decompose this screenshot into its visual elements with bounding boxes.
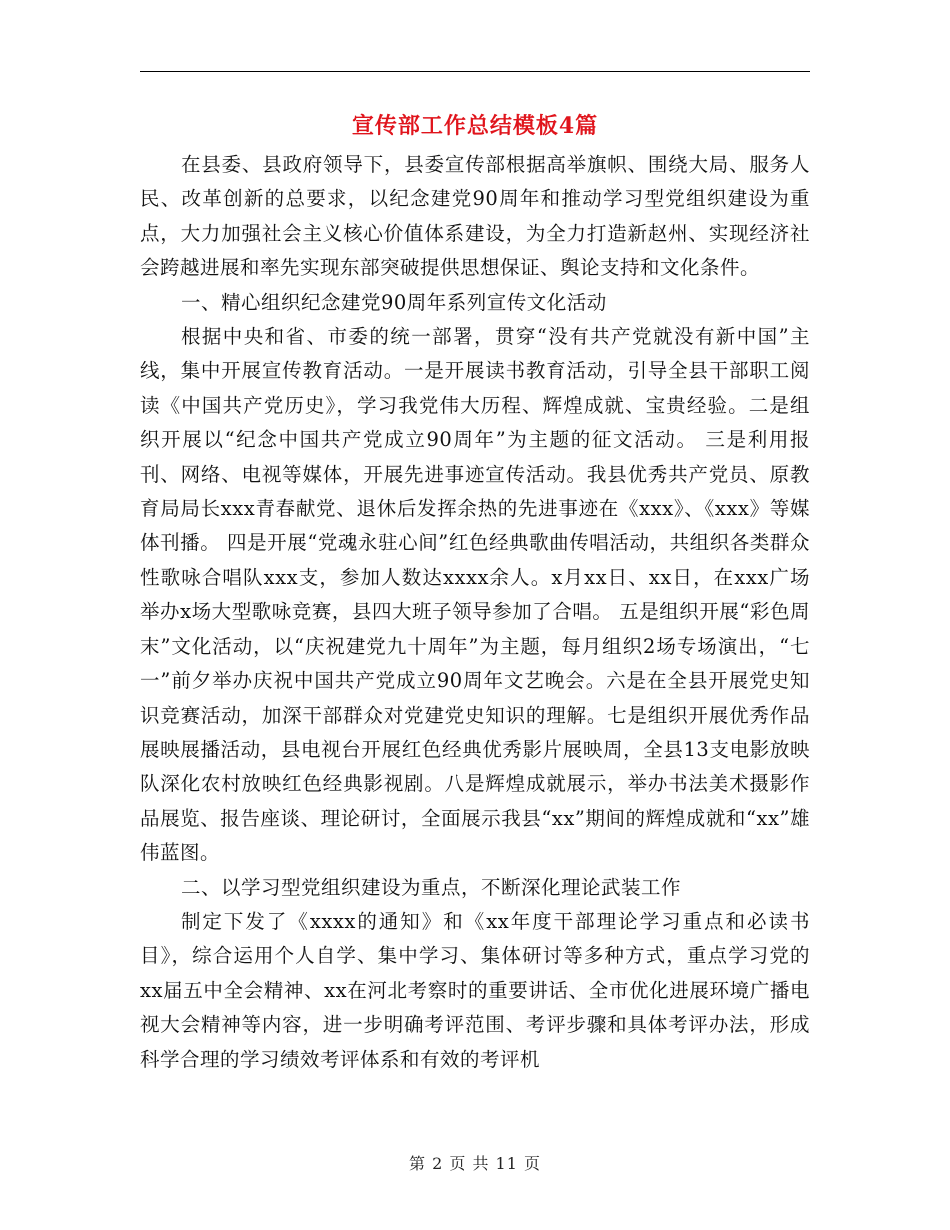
header-rule xyxy=(140,71,810,72)
section-paragraph-1: 根据中央和省、市委的统一部署，贯穿“没有共产党就没有新中国”主线，集中开展宣传教育活动。一是开展读书教育活动，引导全县干部职工阅读《中国共产党历史》，学习我党伟大历程、辉煌成就、宝贵经验。二是组织开展以“纪念中国共产党成立90周年”为主题的征文活动。 三是利用报刊、网络、电视等媒体，开展先进事迹宣传活动。我县优秀共产党员、原教育局局长xxx青春献党、退休后发挥余热的先进事迹在《xxx》、《xxx》等媒体刊播。 四是开展“党魂永驻心间”红色经典歌曲传唱活动，共组织各类群众性歌咏合唱队xxx支，参加人数达xxxx余人。x月xx日、xx日，在xxx广场举办x场大型歌咏竞赛，县四大班子领导参加了合唱。 五是组织开展“彩色周末”文化活动，以“庆祝建党九十周年”为主题，每月组织2场专场演出，“七一”前夕举办庆祝中国共产党成立90周年文艺晚会。六是在全县开展党史知识竞赛活动，加深干部群众对党建党史知识的理解。七是组织开展优秀作品展映展播活动，县电视台开展红色经典优秀影片展映周，全县13支电影放映队深化农村放映红色经典影视剧。八是辉煌成就展示，举办书法美术摄影作品展览、报告座谈、理论研讨，全面展示我县“xx”期间的辉煌成就和“xx”雄伟蓝图。 xyxy=(140,325,810,865)
section-heading-2: 二、以学习型党组织建设为重点，不断深化理论武装工作 xyxy=(180,875,681,899)
page-number-footer: 第 2 页 共 11 页 xyxy=(409,1154,541,1173)
section-paragraph-2: 制定下发了《xxxx的通知》和《xx年度干部理论学习重点和必读书目》，综合运用个人自学、集中学习、集体研讨等多种方式，重点学习党的xx届五中全会精神、xx在河北考察时的重要讲话、全市优化进展环境广播电视大会精神等内容，进一步明确考评范围、考评步骤和具体考评办法，形成科学合理的学习绩效考评体系和有效的考评机 xyxy=(140,909,810,1071)
document-body xyxy=(140,148,810,1077)
intro-paragraph: 在县委、县政府领导下，县委宣传部根据高举旗帜、围绕大局、服务人民、改革创新的总要求，以纪念建党90周年和推动学习型党组织建设为重点，大力加强社会主义核心价值体系建设，为全力打造新赵州、实现经济社会跨越进展和率先实现东部突破提供思想保证、舆论支持和文化条件。 xyxy=(140,153,810,280)
document-title: 宣传部工作总结模板4篇 xyxy=(351,113,599,139)
section-heading-1: 一、精心组织纪念建党90周年系列宣传文化活动 xyxy=(180,290,607,314)
